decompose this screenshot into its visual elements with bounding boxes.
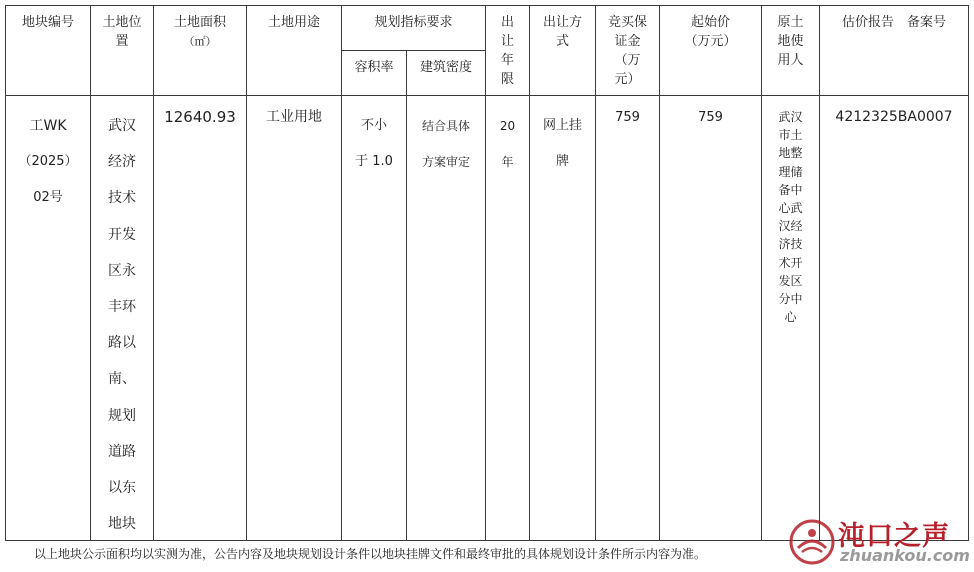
header-parcel-no: 地块编号 — [21, 15, 74, 30]
header-deposit — [596, 13, 659, 89]
cell-location-line: 规划 — [108, 407, 136, 424]
footnote: 以上地块公示面积均以实测为准，公告内容及地块规划设计条件以地块挂牌文件和最终审批的具体规划设计条件所示内容为准。 — [34, 547, 707, 561]
grid-header-bottom — [5, 95, 969, 96]
header-original-user-line: 原土 — [777, 15, 804, 30]
header-appraisal: 估价报告 备案号 — [841, 15, 946, 30]
header-term — [486, 13, 529, 89]
cell-location-line: 丰环 — [108, 299, 136, 316]
cell-location-line: 路以 — [108, 335, 136, 352]
header-start-price-line: 起始价 — [690, 15, 730, 30]
cell-far-line: 不小 — [360, 118, 387, 133]
grid-v7 — [529, 5, 530, 541]
grid-planning-split — [341, 50, 485, 51]
cell-density-line: 结合具体 — [421, 119, 470, 133]
header-location-line: 置 — [115, 34, 129, 49]
cell-use: 工业用地 — [266, 109, 322, 125]
cell-location-line: 技术 — [108, 190, 136, 207]
watermark-emblem-icon — [788, 518, 836, 566]
cell-start-price: 759 — [698, 110, 723, 125]
cell-original-user-line: 心武 — [778, 201, 803, 216]
header-location-line: 土地位 — [102, 15, 142, 30]
cell-location-line: 南、 — [108, 371, 136, 388]
grid-v3 — [246, 5, 247, 541]
header-deposit-line: 元） — [614, 72, 641, 87]
cell-method-line: 牌 — [555, 154, 569, 169]
header-deposit-line: 竞买保 — [607, 15, 647, 30]
watermark-domain: zhuankou.com — [840, 546, 970, 565]
header-density: 建筑密度 — [419, 60, 472, 75]
cell-method-line: 网上挂 — [542, 118, 582, 133]
cell-density-line: 方案审定 — [421, 155, 470, 169]
header-deposit-line: 证金 — [614, 34, 641, 49]
header-start-price — [660, 13, 761, 51]
header-term-char: 让 — [500, 34, 514, 49]
cell-term — [486, 108, 529, 180]
header-method — [530, 13, 595, 51]
cell-location-line: 道路 — [108, 443, 136, 460]
cell-area: 12640.93 — [164, 108, 236, 126]
cell-original-user-line: 济技 — [778, 237, 803, 252]
grid-v2 — [153, 5, 154, 541]
header-area — [154, 13, 246, 51]
cell-method — [530, 108, 595, 180]
cell-term-line: 年 — [501, 155, 514, 169]
header-start-price-line: （万元） — [684, 34, 737, 49]
cell-density — [407, 108, 485, 180]
cell-location-line: 开发 — [108, 226, 136, 243]
header-original-user-line: 地使 — [777, 34, 804, 49]
grid-v12 — [968, 5, 969, 541]
header-term-char: 年 — [500, 53, 514, 68]
cell-parcel-no-line: 工WK — [29, 118, 67, 134]
cell-original-user-line: 武汉 — [778, 110, 803, 124]
header-planning: 规划指标要求 — [374, 15, 453, 30]
cell-original-user-line: 市土 — [778, 128, 803, 143]
header-method-line: 出让方 — [542, 15, 582, 30]
cell-original-user-line: 汉经 — [778, 219, 803, 234]
header-term-char: 出 — [500, 15, 514, 30]
cell-location-line: 地块 — [108, 516, 136, 533]
grid-top — [5, 5, 969, 6]
cell-parcel-no — [6, 108, 90, 216]
cell-far-line: 于 1.0 — [355, 154, 393, 169]
cell-appraisal: 4212325BA0007 — [835, 109, 953, 125]
watermark-logo — [788, 514, 968, 570]
header-original-user-line: 用人 — [777, 53, 804, 68]
cell-term-line: 20 — [499, 119, 516, 133]
cell-deposit: 759 — [615, 110, 640, 125]
header-area-line: （㎡） — [183, 35, 217, 48]
cell-location-line: 经济 — [108, 154, 136, 171]
grid-v9 — [659, 5, 660, 541]
cell-original-user-line: 备中 — [778, 182, 803, 197]
cell-location — [91, 108, 153, 542]
header-deposit-line: （万 — [614, 53, 641, 68]
cell-parcel-no-line: 02号 — [33, 190, 63, 205]
cell-far — [342, 108, 406, 180]
cell-original-user-line: 地整 — [778, 146, 803, 161]
header-area-line: 土地面积 — [173, 15, 226, 30]
cell-original-user-line: 术开 — [778, 255, 803, 270]
header-far: 容积率 — [354, 60, 394, 75]
header-term-char: 限 — [500, 72, 514, 87]
header-original-user — [762, 13, 819, 70]
grid-v11 — [819, 5, 820, 541]
header-use: 土地用途 — [267, 15, 320, 30]
cell-original-user-line: 分中 — [778, 292, 803, 307]
grid-v4 — [341, 5, 342, 541]
cell-location-line: 以东 — [108, 480, 136, 497]
cell-location-line: 武汉 — [108, 118, 136, 134]
watermark-name: 沌口之声 — [838, 521, 950, 552]
header-method-line: 式 — [555, 34, 569, 49]
cell-original-user-line: 心 — [784, 310, 797, 325]
grid-v0 — [5, 5, 6, 541]
cell-original-user — [762, 108, 819, 326]
cell-original-user-line: 理储 — [778, 164, 803, 179]
cell-parcel-no-line: （2025） — [18, 154, 78, 169]
header-location — [91, 13, 153, 51]
cell-original-user-line: 发区 — [778, 273, 803, 288]
cell-location-line: 区永 — [108, 262, 136, 279]
